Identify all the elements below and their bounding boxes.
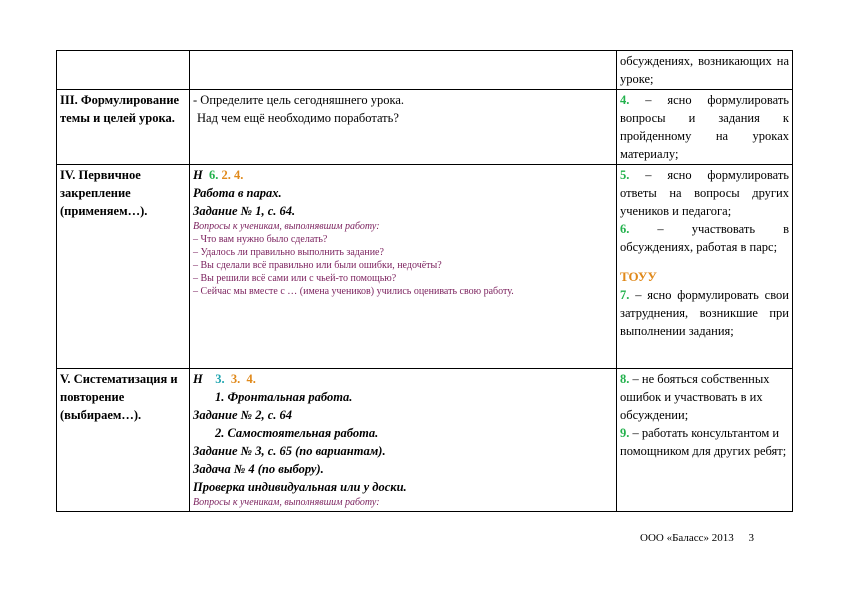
page-number: 3 — [748, 532, 755, 544]
stage-title: V. Систематизация и повторение (выбираем…). — [60, 372, 178, 422]
result-item — [620, 166, 789, 220]
result-number: 4. — [620, 93, 630, 107]
toou-label: ТОУУ — [620, 269, 657, 284]
task-line: Задача № 4 (по выбору). — [193, 462, 324, 476]
page-footer — [640, 532, 754, 544]
table-row — [57, 165, 793, 369]
content-cell — [190, 51, 617, 90]
content-cell — [190, 90, 617, 165]
work-type: 1. Фронтальная работа. — [215, 390, 353, 404]
questions-heading: Вопросы к ученикам, выполнявшим работу: — [193, 221, 380, 232]
result-cell — [617, 90, 793, 165]
footer-company: ООО «Баласс» 2013 — [640, 532, 734, 544]
task-line: Задание № 2, с. 64 — [193, 408, 292, 422]
question-item: – Вы решили всё сами или с чьей-то помощью? — [193, 273, 397, 284]
stage-title: IV. Первичное закрепление (применяем…). — [60, 168, 148, 218]
content-cell — [190, 165, 617, 369]
stage-title: III. Формулирование темы и целей урока. — [60, 93, 180, 125]
stage-cell — [57, 90, 190, 165]
level-label: Н — [193, 372, 203, 386]
work-type: Работа в парах. — [193, 186, 282, 200]
result-number: 7. — [620, 288, 630, 302]
level-number: 6. — [208, 168, 219, 182]
level-label: Н — [193, 168, 203, 182]
level-number: 3. — [230, 372, 241, 386]
level-line — [193, 166, 613, 184]
result-text: – работать консультантом и помощником для других ребят; — [620, 426, 787, 458]
stage-cell — [57, 165, 190, 369]
result-item — [620, 286, 789, 340]
result-text: – ясно формулировать ответы на вопросы других учеников и педагога; — [620, 168, 789, 218]
lesson-table — [56, 50, 793, 512]
result-text: – не бояться собственных ошибок и участвовать в их обсуждении; — [620, 372, 770, 422]
stage-cell — [57, 369, 190, 512]
table-row — [57, 51, 793, 90]
content-line: Над чем ещё необходимо поработать? — [197, 111, 399, 125]
level-line — [193, 370, 613, 388]
result-text: обсуждениях, возникающих на уроке; — [620, 54, 789, 86]
result-number: 9. — [620, 426, 630, 440]
result-text: – участвовать в обсуждениях, работая в парс; — [620, 222, 789, 254]
result-cell — [617, 51, 793, 90]
level-number: 4. — [233, 168, 244, 182]
result-item — [620, 220, 789, 256]
result-text: – ясно формулировать вопросы и задания к пройденному на уроках материалу; — [620, 93, 789, 161]
work-type: 2. Самостоятельная работа. — [215, 426, 379, 440]
level-number: 4. — [246, 372, 256, 386]
result-cell — [617, 165, 793, 369]
question-item: – Что вам нужно было сделать? — [193, 234, 328, 245]
table-row — [57, 90, 793, 165]
check-line: Проверка индивидуальная или у доски. — [193, 480, 407, 494]
question-item: – Сейчас мы вместе с … (имена учеников) учились оценивать свою работу. — [193, 286, 514, 297]
table-row — [57, 369, 793, 512]
result-cell — [617, 369, 793, 512]
result-number: 8. — [620, 372, 630, 386]
content-cell — [190, 369, 617, 512]
task-line: Задание № 1, с. 64. — [193, 204, 296, 218]
stage-cell — [57, 51, 190, 90]
result-text: – ясно формулировать свои затруднения, возникшие при выполнении задания; — [620, 288, 789, 338]
content-line: - Определите цель сегодняшнего урока. — [193, 93, 405, 107]
result-item — [620, 424, 789, 460]
question-item: – Вы сделали всё правильно или были ошибки, недочёты? — [193, 260, 442, 271]
result-number: 6. — [620, 222, 630, 236]
questions-heading: Вопросы к ученикам, выполнявшим работу: — [193, 497, 380, 508]
result-item — [620, 370, 789, 424]
task-line: Задание № 3, с. 65 (по вариантам). — [193, 444, 386, 458]
result-number: 5. — [620, 168, 630, 182]
level-number: 2. — [221, 168, 231, 182]
level-number: 3. — [215, 372, 225, 386]
question-item: – Удалось ли правильно выполнить задание? — [193, 247, 384, 258]
